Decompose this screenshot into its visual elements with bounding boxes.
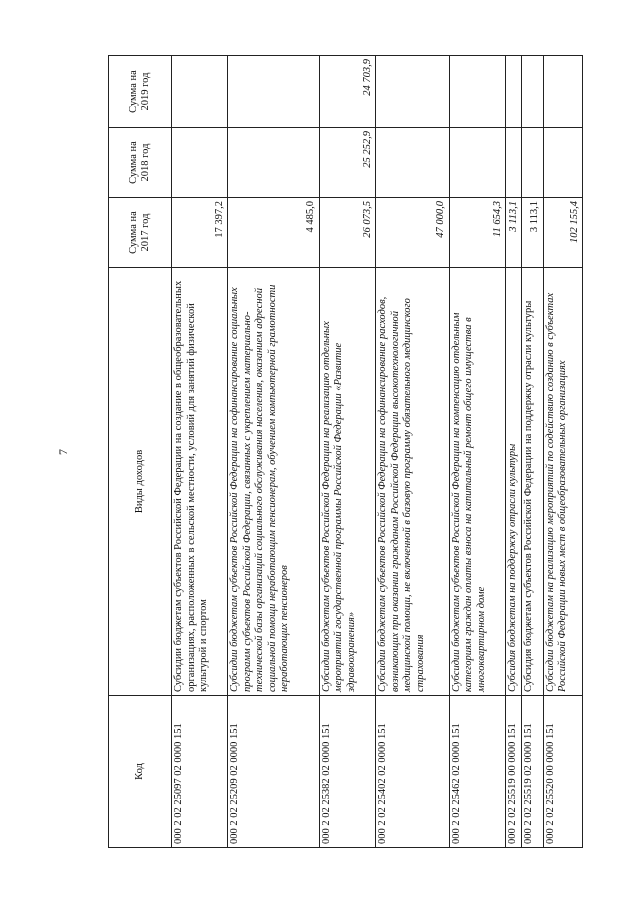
row-code: 000 2 02 25382 02 0000 151 <box>319 696 375 848</box>
row-sum-2017: 102 155,4 <box>543 198 582 268</box>
row-code: 000 2 02 25520 00 0000 151 <box>543 696 582 848</box>
row-code: 000 2 02 25519 02 0000 151 <box>522 696 544 848</box>
row-sum-2019: 24 703,9 <box>319 56 375 128</box>
row-sum-2018: 25 252,9 <box>319 128 375 198</box>
row-sum-2017: 4 485,0 <box>228 198 319 268</box>
row-sum-2017: 3 113,1 <box>506 198 522 268</box>
row-sum-2017: 17 397,2 <box>172 198 228 268</box>
row-sum-2018 <box>172 128 228 198</box>
table-row <box>522 56 544 848</box>
row-sum-2017: 26 073,5 <box>319 198 375 268</box>
row-sum-2019 <box>449 56 505 128</box>
row-code: 000 2 02 25462 02 0000 151 <box>449 696 505 848</box>
row-sum-2019 <box>522 56 544 128</box>
row-sum-2017: 47 000,0 <box>376 198 450 268</box>
row-sum-2019 <box>543 56 582 128</box>
header-sum-2018: Сумма на 2018 год <box>109 128 172 198</box>
row-code: 000 2 02 25097 02 0000 151 <box>172 696 228 848</box>
row-sum-2019 <box>172 56 228 128</box>
table-header-row <box>109 56 172 848</box>
header-code: Код <box>109 696 172 848</box>
row-desc: Субсидия бюджетам субъектов Российской Федерации на поддержку отрасли культуры <box>522 268 544 696</box>
header-sum-2019: Сумма на 2019 год <box>109 56 172 128</box>
row-sum-2017: 3 113,1 <box>522 198 544 268</box>
row-desc: Субсидии бюджетам субъектов Российской Федерации на софинансирование социальных программ субъектов Российской Федерации, связанных с укреплением материально-технической базы организаций социального обслуживания населения, оказанием адресной социальной помощи неработающим пенсионерам, обучением компьютерной грамотности неработающих пенсионеров <box>228 268 319 696</box>
header-sum-2017: Сумма на 2017 год <box>109 198 172 268</box>
row-sum-2019 <box>506 56 522 128</box>
row-desc: Субсидии бюджетам субъектов Российской Федерации на компенсацию отдельным категориям граждан оплаты взноса на капитальный ремонт общего имущества в многоквартирном доме <box>449 268 505 696</box>
row-code: 000 2 02 25519 00 0000 151 <box>506 696 522 848</box>
row-sum-2017: 11 654,3 <box>449 198 505 268</box>
row-sum-2018 <box>228 128 319 198</box>
row-desc: Субсидии бюджетам субъектов Российской Федерации на реализацию отдельных мероприятий государственной программы Российской Федерации «Развитие здравоохранения» <box>319 268 375 696</box>
table-row <box>449 56 505 848</box>
row-desc: Субсидии бюджетам на реализацию мероприятий по содействию созданию в субъектах Российской Федерации новых мест в общеобразовательных организациях <box>543 268 582 696</box>
rotated-table-container <box>108 56 583 848</box>
row-sum-2018 <box>522 128 544 198</box>
page-number: 7 <box>56 449 70 455</box>
row-sum-2019 <box>376 56 450 128</box>
revenue-table <box>108 55 583 848</box>
table-row <box>172 56 228 848</box>
row-sum-2018 <box>506 128 522 198</box>
row-code: 000 2 02 25402 02 0000 151 <box>376 696 450 848</box>
table-row <box>319 56 375 848</box>
row-desc: Субсидия бюджетам на поддержку отрасли культуры <box>506 268 522 696</box>
row-desc: Субсидии бюджетам субъектов Российской Федерации на создание в общеобразовательных организациях, расположенных в сельской местности, условий для занятий физической культурой и спортом <box>172 268 228 696</box>
table-row <box>376 56 450 848</box>
row-code: 000 2 02 25209 02 0000 151 <box>228 696 319 848</box>
row-desc: Субсидии бюджетам субъектов Российской Федерации на софинансирование расходов, возникающих при оказании гражданам Российской Федерации высокотехнологичной медицинской помощи, не включенной в базовую программу обязательного медицинского страхования <box>376 268 450 696</box>
table-row <box>543 56 582 848</box>
row-sum-2019 <box>228 56 319 128</box>
row-sum-2018 <box>543 128 582 198</box>
header-type: Виды доходов <box>109 268 172 696</box>
table-row <box>506 56 522 848</box>
row-sum-2018 <box>376 128 450 198</box>
row-sum-2018 <box>449 128 505 198</box>
table-row <box>228 56 319 848</box>
